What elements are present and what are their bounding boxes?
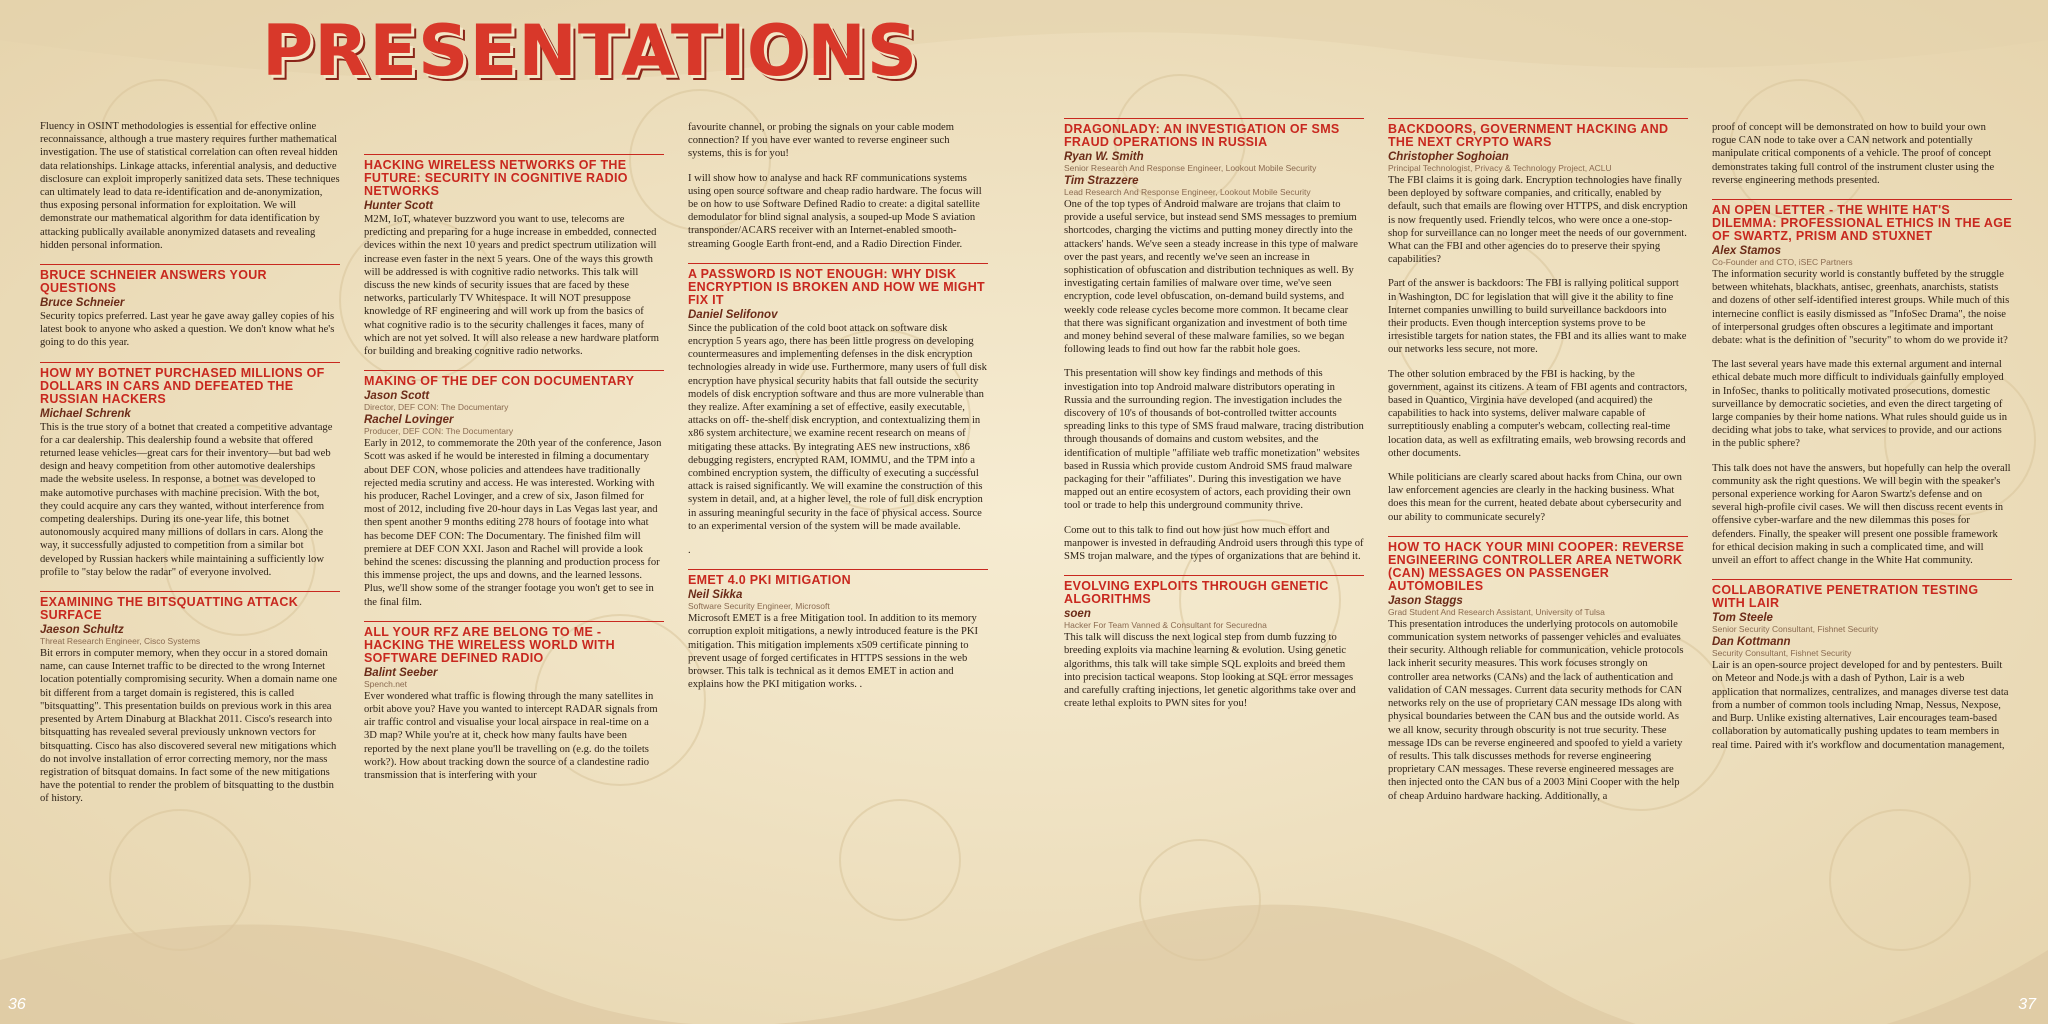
speaker-role: Grad Student And Research Assistant, University of Tulsa (1388, 606, 1605, 617)
article (688, 569, 988, 691)
speaker (688, 309, 988, 321)
speaker-role: Principal Technologist, Privacy & Technology Project, ACLU (1388, 163, 1612, 173)
right-page (1024, 0, 2048, 1024)
speaker (364, 200, 664, 212)
speaker-name: Tim Strazzere (1064, 175, 1139, 187)
speaker-name: Daniel Selifonov (688, 308, 778, 321)
article-paragraph: While politicians are clearly scared about hacks from China, our own law enforcement agencies are clearly in the hacking business. What does this mean for the current, heated debate about cybersecurity and our ability to communicate securely? (1388, 472, 1682, 523)
article (688, 121, 988, 251)
column-5 (1388, 118, 1688, 815)
article (1712, 121, 2012, 187)
speaker-role: Threat Research Engineer, Cisco Systems (40, 636, 201, 647)
article-title: BRUCE SCHNEIER ANSWERS YOUR QUESTIONS (40, 264, 340, 295)
article (1064, 575, 1364, 710)
speaker-name: Christopher Soghoian (1388, 151, 1509, 163)
speaker (40, 408, 340, 420)
page-title: PRESENTATIONS (262, 10, 919, 92)
speaker-role: Software Security Engineer, Microsoft (688, 601, 830, 612)
speaker-name: Neil Sikka (688, 589, 743, 602)
article-paragraph: Microsoft EMET is a free Mitigation tool. In addition to its memory corruption exploit mitigations, a newly introduced feature is the PKI mitigation. This mitigation implements x509 certificate pinning to prevent usage of forged certificates in HTTPS sessions in the web browser. This talk is technical as it demos EMET in action and explains how the PKI mitigation works. . (688, 613, 979, 691)
speaker-role: Security Consultant, Fishnet Security (1712, 648, 1852, 659)
speaker (1712, 612, 2012, 634)
speaker (364, 414, 664, 436)
article-paragraph: Come out to this talk to find out how just how much effort and manpower is invested in defrauding Android users through this type of SMS trojan malware, and the types of organizations that are behind it. (1064, 524, 1364, 563)
speaker-role: Spench.net (364, 678, 408, 689)
speaker (40, 297, 340, 309)
article (40, 591, 340, 805)
speaker-name: Alex Stamos (1712, 245, 1782, 258)
speaker (1712, 245, 2012, 267)
article-paragraph: The other solution embraced by the FBI is hacking, by the government, against its citizens. A team of FBI agents and contractors, based in Quantico, Virginia have developed (and acquired) the capabilities to hack into systems, deliver malware capable of surreptitiously enabling a computer's webcam, collecting real-time location data, as well as exfiltrating emails, web browsing records and other documents. (1388, 368, 1688, 459)
speaker (364, 667, 664, 689)
speaker-name: Bruce Schneier (40, 297, 125, 310)
column-3 (688, 120, 988, 704)
speaker (1712, 636, 2012, 658)
speaker-name: Jaeson Schultz (40, 624, 124, 637)
article (1712, 579, 2012, 751)
article (364, 370, 664, 609)
article-title: A PASSWORD IS NOT ENOUGH: WHY DISK ENCRYPTION IS BROKEN AND HOW WE MIGHT FIX IT (688, 263, 988, 307)
article-paragraph: Bit errors in computer memory, when they occur in a stored domain name, can cause Internet traffic to be directed to the wrong Internet location potentially compromising security. When a domain name one bit different from a target domain is registered, this is called "bitsquatting". This presentation builds on previous work in this area presented by Artem Dinaburg at Blackhat 2011. Cisco's research into bitsquatting has revealed several previously unknown vectors for bitsquatting. Cisco has also discovered several new mitigations which do not involve installation of error correcting memory, nor the mass registration of bitsquat domains. In fact some of the new mitigations have the potential to render the problem of bitsquatting to the dustbin of history. (40, 648, 338, 805)
article-title: EMET 4.0 PKI MITIGATION (688, 569, 988, 587)
article-paragraph: This presentation will show key findings and methods of this investigation into top Android malware distributors operating in Russia and the surrounding region. The investigation includes the discovery of 10's of thousands of bot-controlled twitter accounts spreading links to this type of SMS fraud malware, tracing distribution through thousands of domains and custom websites, and the identification of multiple "affiliate web traffic monetization" websites based in Russia which provide custom Android SMS fraud malware packaging for their "affiliates". During this investigation we have mapped out an entire ecosystem of actors, each providing their own tool or trade to help this underground community thrive. (1064, 368, 1364, 512)
article (1712, 199, 2012, 567)
article-title: HOW TO HACK YOUR MINI COOPER: REVERSE ENGINEERING CONTROLLER AREA NETWORK (CAN) MESSAGES ON PASSENGER AUTOMOBILES (1388, 536, 1688, 593)
article-paragraph: This presentation introduces the underlying protocols on automobile communication system networks of passenger vehicles and evaluates their security. Although reliable for communication, vehicle protocols lack inherit security measures. This work focuses strongly on controller area networks (CANs) and the lack of authentication and validation of CAN messages. Current data security methods for CAN networks rely on the use of proprietary CAN message IDs along with physical boundaries between the CAN bus and the outside world. As we all know, security through obscurity is not true security. These message IDs can be reverse engineered and spoofed to yield a variety of results. This talk discusses methods for reverse engineering proprietary CAN messages. These reverse engineered messages are then injected onto the CAN bus of a 2003 Mini Cooper with the help of cheap Arduino hardware hacking. Additionally, a (1388, 618, 1684, 802)
article-paragraph: The FBI claims it is going dark. Encryption technologies have finally been deployed by software companies, and critically, enabled by default, such that emails are flowing over HTTPS, and disk encryption is now frequently used. Friendly telcos, who were once a one-stop-shop for surveillance can no longer meet the needs of our government. What can the FBI and other agencies do to preserve their spying capabilities? (1388, 175, 1688, 266)
speaker-name: soen (1064, 608, 1091, 621)
speaker (1388, 595, 1688, 617)
article-title: DRAGONLADY: AN INVESTIGATION OF SMS FRAUD OPERATIONS IN RUSSIA (1064, 118, 1364, 149)
article (364, 621, 664, 782)
article (40, 264, 340, 350)
lead-article (40, 120, 340, 252)
speaker-name: Tom Steele (1712, 612, 1773, 625)
article-paragraph: I will show how to analyse and hack RF communications systems using open source software and cheap radio hardware. The focus will be on how to use Software Defined Radio to create: a digital satellite demodulator for blind signal analysis, a souped-up Mode S aviation transponder/ACARS receiver with an Internet-enabled smooth-streaming Google Earth front-end, and a Radio Direction Finder. (688, 172, 982, 250)
article-paragraph: The last several years have made this external argument and internal ethical debate much more difficult to individuals gainfully employed in InfoSec, thanks to politically motivated prosecutions, domestic surveillance by democratic societies, and even the direct targeting of large companies by their home nations. What rules should guide us in deciding what jobs to take, what services to provide, and our actions in the public sphere? (1712, 359, 2008, 450)
speaker-name: Rachel Lovinger (364, 414, 454, 427)
article-paragraph: The information security world is constantly buffeted by the struggle between whitehats, blackhats, antisec, greenhats, anarchists, statists and dozens of other self-identified interest groups. While much of this internecine conflict is easily dismissed as "InfoSec Drama", the noise of interpersonal grudges often obscures a legitimate and important debate: what is the definition of "security" to whom do we provide it? (1712, 269, 2010, 347)
speaker-role: Senior Research And Response Engineer, Lookout Mobile Security (1064, 163, 1317, 173)
column-1 (40, 120, 340, 818)
article (688, 263, 988, 557)
speaker (1064, 608, 1364, 630)
speaker-role: Co-Founder and CTO, iSEC Partners (1712, 257, 1853, 268)
article-paragraph: Ever wondered what traffic is flowing through the many satellites in orbit above you? Have you wanted to intercept RADAR signals from air traffic control and visualise your local airspace in real-time on a 3D map? While you're at it, check how many faults have been reported by the next plane you'll be travelling on (e.g. do the toilets work?). How about tracking down the source of a clandestine radio transmission that is interfering with your (364, 690, 658, 782)
speaker-name: Hunter Scott (364, 200, 433, 212)
article-title: EXAMINING THE BITSQUATTING ATTACK SURFACE (40, 591, 340, 622)
speaker-role: Hacker For Team Vanned & Consultant for Securedna (1064, 620, 1267, 631)
page-number-right: 37 (2018, 996, 2036, 1013)
speaker (1388, 151, 1688, 173)
speaker-name: Michael Schrenk (40, 407, 131, 420)
article (40, 362, 340, 579)
article-paragraph: Lair is an open-source project developed for and by pentesters. Built on Meteor and Node.js with a dash of Python, Lair is a web application that normalizes, centralizes, and manages diverse test data from a number of common tools including Nmap, Nessus, Nexpose, and Burp. Unlike existing alternatives, Lair encourages team-based collaboration by automatically pushing updates to team members in real time. Paired with it's workflow and documentation management, (1712, 660, 2009, 751)
speaker-name: Balint Seeber (364, 666, 438, 679)
speaker-name: Jason Staggs (1388, 594, 1463, 607)
speaker-name: Ryan W. Smith (1064, 151, 1144, 163)
article (1064, 118, 1364, 563)
column-2 (364, 154, 664, 794)
speaker (1064, 175, 1364, 197)
article-paragraph: M2M, IoT, whatever buzzword you want to use, telecoms are predicting and preparing for a huge increase in embedded, connected devices within the next 10 years and predict spectrum utilization will increase even faster in the next 5 years. One of the ways this growth will be addressed is with cognitive radio networks. This talk will discuss the new kinds of security issues that are faced by these networks, particularly TV Whitespace. It will NOT presuppose knowledge of RF engineering and will work up from the basics of what cognitive radio is to the security challenges it faces, many of which are not yet solved. It will also release a new hardware platform for building and breaking cognitive radio networks. (364, 214, 660, 358)
article-paragraph: proof of concept will be demonstrated on how to build your own rogue CAN node to take over a CAN network and potentially manipulate critical components of a vehicle. The proof of concept demonstrates taking full control of the instrument cluster using the reverse engineering methods presented. (1712, 122, 1995, 186)
column-6 (1712, 120, 2012, 764)
speaker (1064, 151, 1364, 173)
speaker (40, 624, 340, 646)
article-paragraph: Part of the answer is backdoors: The FBI is rallying political support in Washington, DC for legislation that will give it the ability to fine Internet companies unwilling to build surveillance backdoors into their products. Even though interception systems prove to be irresistible targets for nation states, the FBI and its allies want to make our networks less secure, not more. (1388, 278, 1687, 356)
speaker (688, 589, 988, 611)
article-paragraph: This talk does not have the answers, but hopefully can help the overall community ask the right questions. We will begin with the speaker's personal experience working for Aaron Swartz's defense and on several high-profile civil cases. We will then discuss recent events in offensive cyber-warfare and the new dilemmas this poses for defenders. Finally, the speaker will present one possible framework for ethical decision making in such a complicated time, and will unveil an effort to affect change in the White Hat community. (1712, 462, 2011, 567)
article-title: AN OPEN LETTER - THE WHITE HAT'S DILEMMA: PROFESSIONAL ETHICS IN THE AGE OF SWARTZ, PRISM AND STUXNET (1712, 199, 2012, 243)
speaker-role: Director, DEF CON: The Documentary (364, 402, 509, 413)
article-title: EVOLVING EXPLOITS THROUGH GENETIC ALGORITHMS (1064, 575, 1364, 606)
speaker-name: Jason Scott (364, 390, 430, 403)
article-title: HACKING WIRELESS NETWORKS OF THE FUTURE: SECURITY IN COGNITIVE RADIO NETWORKS (364, 154, 664, 198)
article-paragraph: This talk will discuss the next logical step from dumb fuzzing to breeding exploits via machine learning & evolution. Using genetic algorithms, this talk will take simple SQL exploits and breed them into precision tactical weapons. Stop looking at SQL error messages and carefully crafting injections, let genetic algorithms take over and create lethal exploits to PWN sites for you! (1064, 632, 1356, 710)
article-title: COLLABORATIVE PENETRATION TESTING WITH LAIR (1712, 579, 2012, 610)
article-title: HOW MY BOTNET PURCHASED MILLIONS OF DOLLARS IN CARS AND DEFEATED THE RUSSIAN HACKERS (40, 362, 340, 406)
article (1388, 118, 1688, 524)
article (364, 154, 664, 358)
speaker-role: Lead Research And Response Engineer, Lookout Mobile Security (1064, 187, 1311, 197)
article-title: BACKDOORS, GOVERNMENT HACKING AND THE NEXT CRYPTO WARS (1388, 118, 1688, 149)
speaker (364, 390, 664, 412)
article-title: ALL YOUR RFZ ARE BELONG TO ME - HACKING THE WIRELESS WORLD WITH SOFTWARE DEFINED RADIO (364, 621, 664, 665)
article-paragraph: favourite channel, or probing the signals on your cable modem connection? If you have ever wanted to reverse engineer such systems, this is for you! (688, 122, 954, 160)
article-paragraph: . (688, 545, 691, 557)
article-paragraph: Security topics preferred. Last year he gave away galley copies of his latest book to anyone who asked a question. We don't know what he's going to do this year. (40, 311, 335, 349)
article-paragraph: This is the true story of a botnet that created a competitive advantage for a car dealership. This dealership found a website that offered returned lease vehicles—great cars for their inventory—but bad web design and heavy competition from other automotive dealerships made the website useless. In response, a botnet was developed to make automotive purchases with machine precision. With the bot, they could acquire any cars they wanted, without interference from competing dealerships. During its one-year life, this botnet autonomously acquired many millions of dollars in cars. Along the way, it successfully adjusted to competition from a similar bot developed by Russian hackers while maintaining a sufficiently low profile to "stay below the radar" of everyone involved. (40, 421, 333, 578)
speaker-role: Producer, DEF CON: The Documentary (364, 426, 514, 437)
speaker-name: Dan Kottmann (1712, 636, 1791, 649)
page-number-left: 36 (8, 996, 26, 1013)
article-title: MAKING OF THE DEF CON DOCUMENTARY (364, 370, 664, 388)
article-paragraph: Early in 2012, to commemorate the 20th year of the conference, Jason Scott was asked if he would be interested in filming a documentary about DEF CON, whose policies and attendees have traditionally rejected media scrutiny and access. He was interested. Working with his producer, Rachel Lovinger, and a crew of six, Jason filmed for most of 2012, including five 20-hour days in Las Vegas last year, and then spent another 9 months editing 278 hours of footage into what has become DEF CON: The Documentary. The finished film will premiere at DEF CON XXI. Jason and Rachel will provide a look behind the scenes: discussing the planning and production process for this immense project, the ups and downs, and the learned lessons. Plus, we'll show some of the stranger footage you won't get to see in the final film. (364, 438, 662, 608)
speaker-role: Senior Security Consultant, Fishnet Security (1712, 624, 1879, 635)
article-paragraph: Since the publication of the cold boot attack on software disk encryption 5 years ago, there has been little progress on developing countermeasures and implementing defenses in the disk encryption technologies already in wide use. Furthermore, many users of full disk encryption have physical security habits that fall outside the security models of disk encryption software and thus are more vulnerable than they realize. After examining a set of effective, easily executable, attacks on off- the-shelf disk encryption, and contextualizing them in x86 system architecture, we examine recent research on means of mitigating these attacks. By integrating AES new instructions, x86 debugging registers, encrypted RAM, IOMMU, and the TPM into a combined encryption system, the difficulty of executing a successful attack is raised significantly. We will examine the construction of this system in detail, and, at a higher level, the role of full disk encryption in assuring meaningful security in the face of physical access. Source to an experimental version of the system will be made available. (688, 322, 987, 532)
lead-text: Fluency in OSINT methodologies is essential for effective online reconnaissance, although a true mastery requires further mathematical investigation. The use of statistical correlation can often reveal hidden data relationships. Linkage attacks, inferential analysis, and deductive disclosure can exploit improperly sanitized data sets. These techniques can ultimately lead to data re-identification and de-anonymization, thus exposing personal information for exploitation. We will demonstrate our mathematical algorithm for data identification by attacking publically available anonymized datasets and revealing hidden personal information. (40, 121, 340, 251)
column-4 (1064, 118, 1364, 723)
article (1388, 536, 1688, 803)
article-paragraph: One of the top types of Android malware are trojans that claim to provide a useful service, but instead send SMS messages to premium shortcodes, charging the victims and putting money directly into the attackers' hands. We've seen a steady increase in this type of malware over the past years, and recently we've seen an increase in sophistication of obfuscation and distribution techniques as well. By investigating certain families of malware over time, we've seen encryption, code level obfuscation, on-demand build systems, and weekly code release cycles become more common. It became clear that there was significant organization and investment of both time and money behind several of these malware families, so we began following leads to find out how far the rabbit hole goes. (1064, 199, 1358, 356)
